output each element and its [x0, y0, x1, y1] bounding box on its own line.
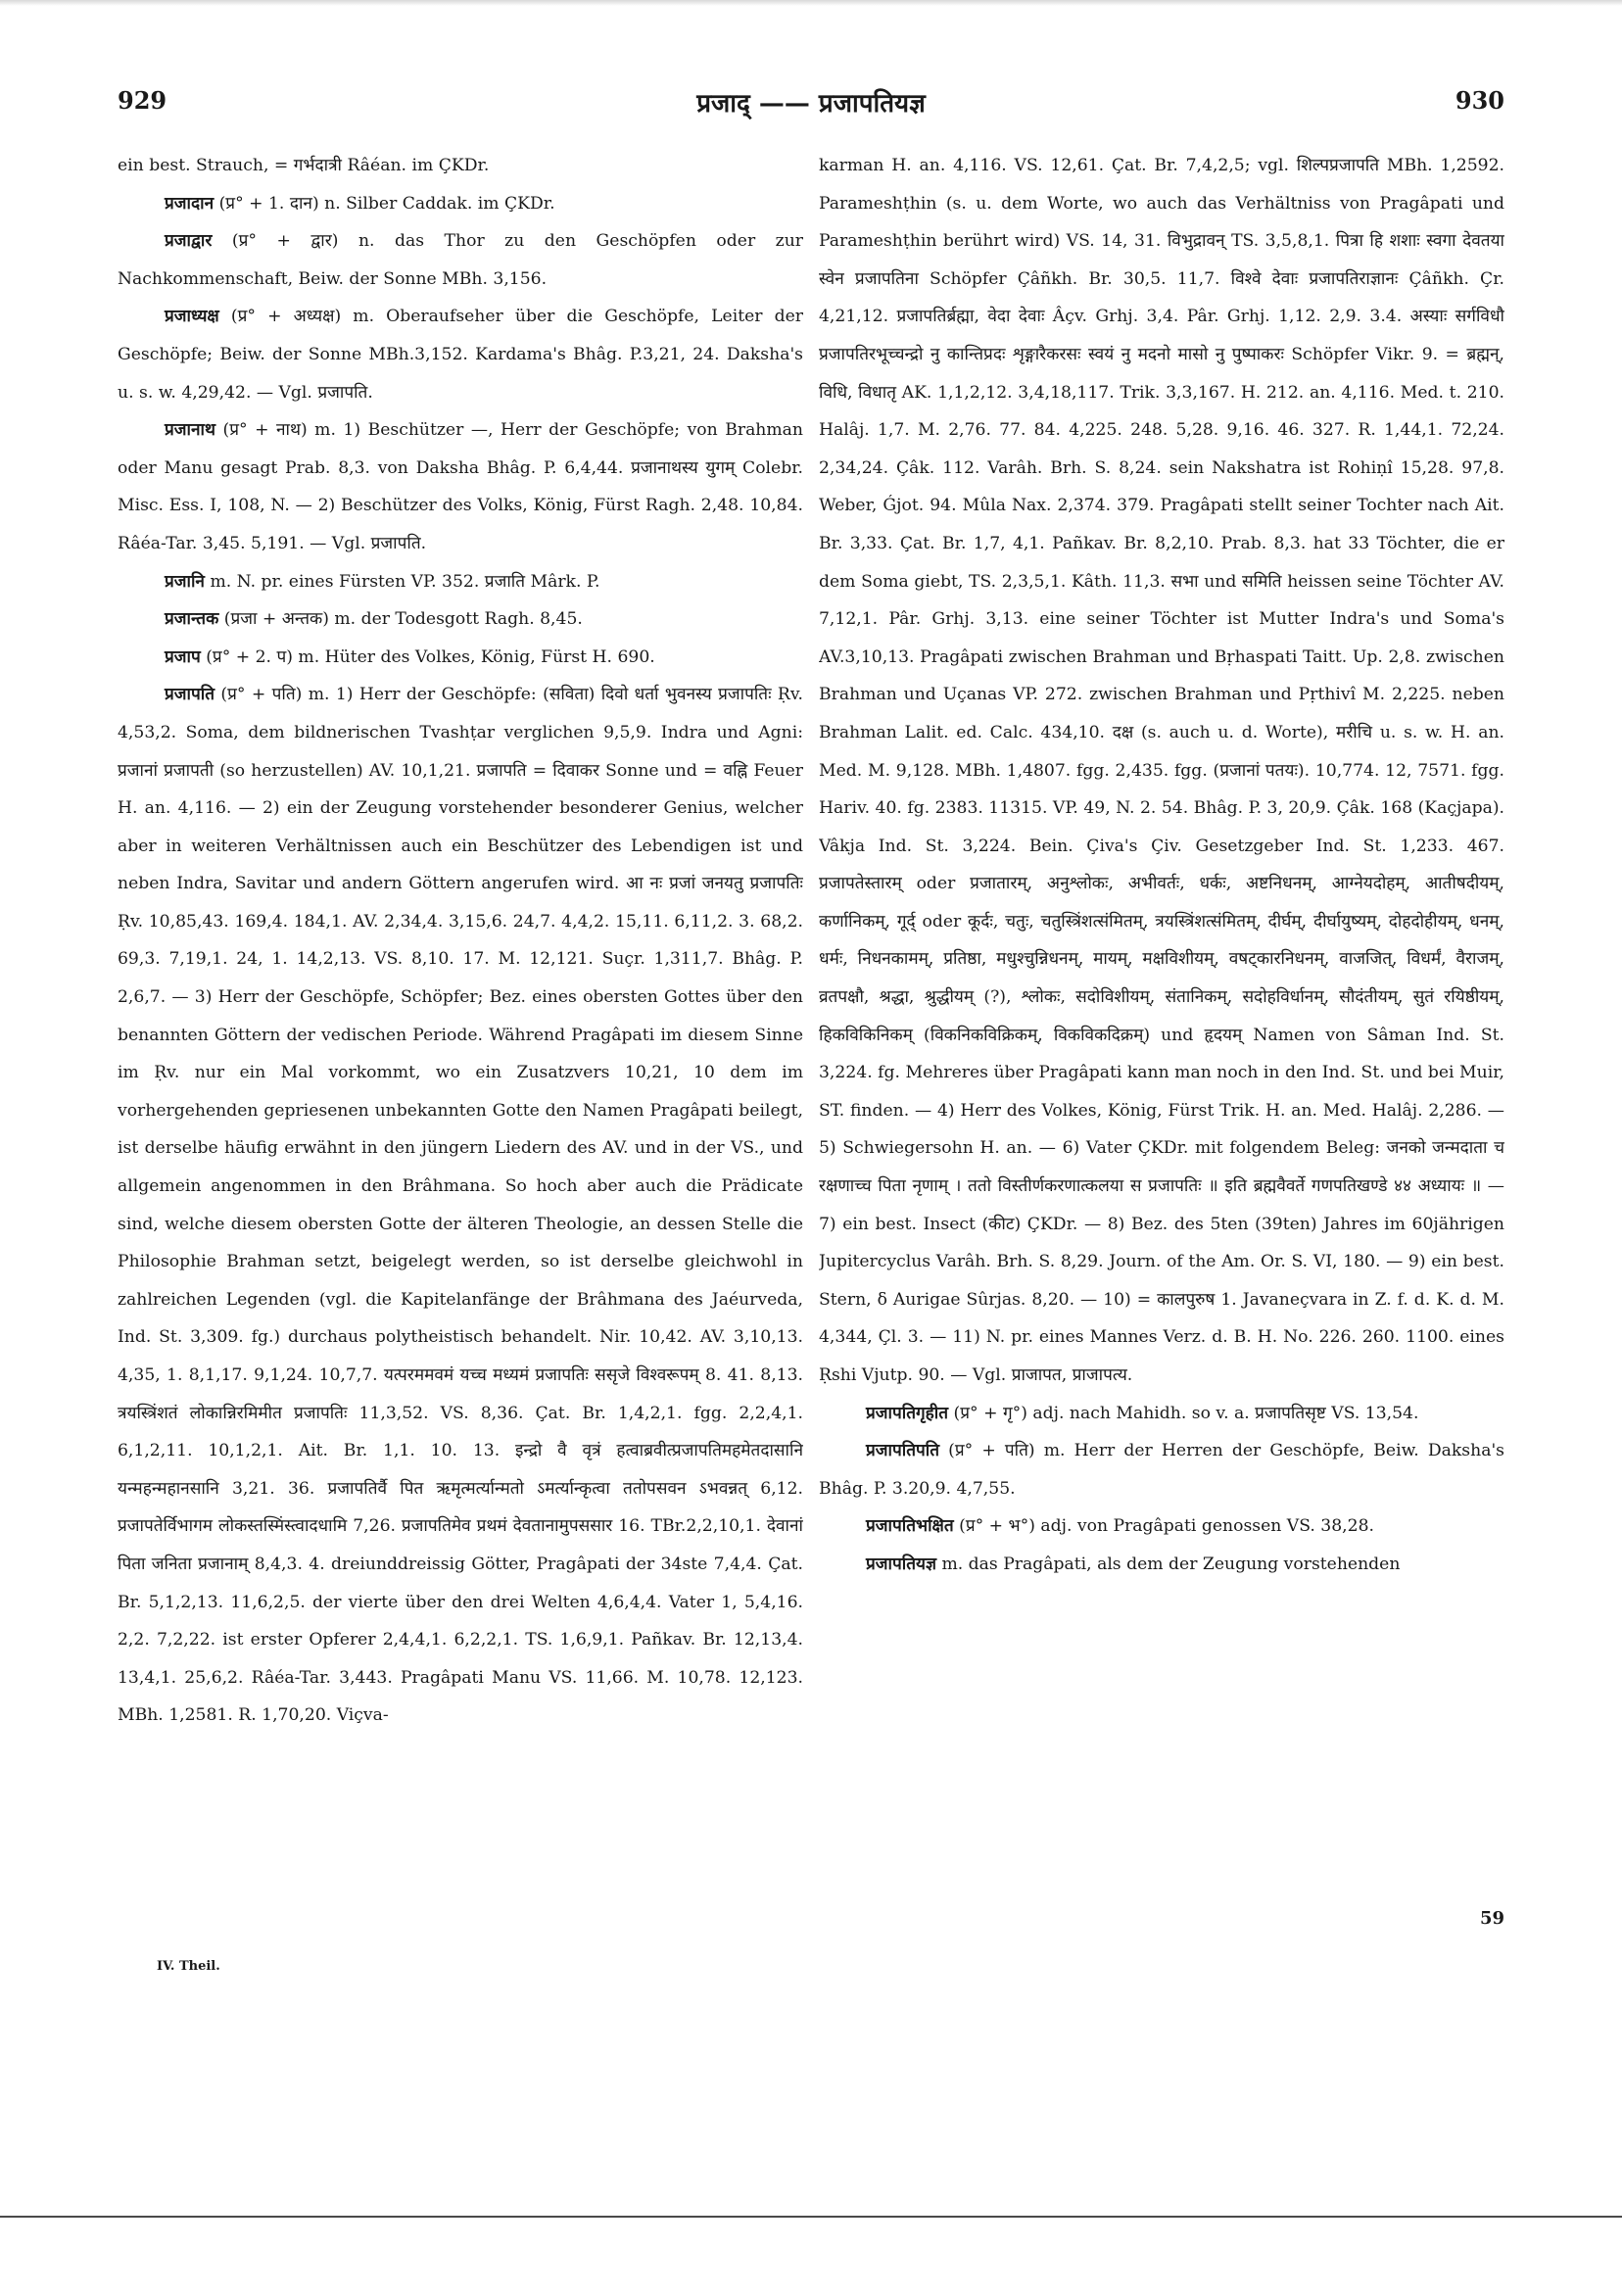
entry-continuation: [118, 147, 803, 185]
entry-headword: प्रजापतिगृहीत: [866, 1403, 949, 1423]
page-header: [118, 86, 1504, 125]
entry-text: (प्र° + अध्यक्ष) m. Oberaufseher über die Geschöpfe, Leiter der Geschöpfe; Beiw. der Sonne MBh.3,152. Kardama's Bhâg. P.3,21, 24. Daksha's u. s. w. 4,29,42. — Vgl. प्रजापति.: [118, 307, 803, 403]
entry-headword: प्रजादान: [165, 193, 215, 214]
entry-text: m. N. pr. eines Fürsten VP. 352. प्रजाति Mârk. P.: [210, 571, 600, 592]
signature-mark: IV. Theil.: [157, 1959, 220, 1974]
entry-headword: प्रजापतियज्ञ: [866, 1554, 936, 1574]
bottom-rule: [0, 2216, 1622, 2218]
page-number-left: 929: [118, 86, 167, 115]
entry: [819, 1507, 1504, 1546]
entry-text: ein best. Strauch, = गर्भदात्री Râéan. im ÇKDr.: [118, 156, 490, 175]
entry: [118, 298, 803, 411]
entry-text: (प्र° + गृ°) adj. nach Mahidh. so v. a. प्रजापतिसृष्ट VS. 13,54.: [953, 1403, 1419, 1423]
entry-text: (प्र° + 1. दान) n. Silber Caddak. im ÇKDr.: [218, 193, 555, 214]
entry-headword: प्रजाद्वार: [165, 231, 213, 252]
entry-text: (प्रजा + अन्तक) m. der Todesgott Ragh. 8,45.: [223, 609, 583, 630]
entry-headword: प्रजापतिभक्षित: [866, 1516, 954, 1537]
entry-headword: प्रजापति: [165, 685, 215, 705]
entry-headword: प्रजाप: [165, 646, 201, 667]
entry-continuation: [819, 147, 1504, 1395]
entry: [118, 676, 803, 1735]
entry-headword: प्रजानि: [165, 571, 205, 592]
entry: [118, 600, 803, 639]
entry-text: (प्र° + भ°) adj. von Pragâpati genossen VS. 38,28.: [959, 1516, 1374, 1537]
entry-headword: प्रजाध्यक्ष: [165, 307, 219, 327]
entry-text: karman H. an. 4,116. VS. 12,61. Çat. Br. 7,4,2,5; vgl. शिल्पप्रजापति MBh. 1,2592. Parameshṭhin (s. u. dem Worte, wo auch das Verhältniss von Pragâpati und Parameshṭhin berührt wird) VS. 14, 31. विभुद्रावन् TS. 3,5,8,1. पित्रा हि शशाः स्वगा देवतया स्वेन प्रजापतिना Schöpfer Çâñkh. Br. 30,5. 11,7. विश्वे देवाः प्रजापतिराज्ञानः Çâñkh. Çr. 4,21,12. प्रजापतिर्ब्रह्मा, वेदा देवाः Âçv. Grhj. 3,4. Pâr. Grhj. 1,12. 2,9. 3.4. अस्याः सर्गविधौ प्रजापतिरभूच्चन्द्रो नु कान्तिप्रदः शृङ्गारैकरसः स्वयं नु मदनो मासो नु पुष्पाकरः Schöpfer Vikr. 9. = ब्रह्मन्, विधि, विधातृ AK. 1,1,2,12. 3,4,18,117. Trik. 3,3,167. H. 212. an. 4,116. Med. t. 210. Halâj. 1,7. M. 2,76. 77. 84. 4,225. 248. 5,28. 9,16. 46. 327. R. 1,44,1. 72,24. 2,34,24. Çâk. 112. Varâh. Brh. S. 8,24. sein Nakshatra ist Rohiṇî 15,28. 97,8. Weber, Ǵjot. 94. Mûla Nax. 2,374. 379. Pragâpati stellt seiner Tochter nach Ait. Br. 3,33. Çat. Br. 1,7, 4,1. Pañkav. Br. 8,2,10. Prab. 8,3. hat 33 Töchter, die er dem Soma giebt, TS. 2,3,5,1. Kâth. 11,3. सभा und समिति heissen seine Töchter AV. 7,12,1. Pâr. Grhj. 3,13. eine seiner Töchter ist Mutter Indra's und Soma's AV.3,10,13. Pragâpati zwischen Brahman und Bṛhaspati Taitt. Up. 2,8. zwischen Brahman und Uçanas VP. 272. zwischen Brahman und Pṛthivî M. 2,225. neben Brahman Lalit. ed. Calc. 434,10. दक्ष (s. auch u. d. Worte), मरीचि u. s. w. H. an. Med. M. 9,128. MBh. 1,4807. fgg. 2,435. fgg. (प्रजानां पतयः). 10,774. 12, 7571. fgg. Hariv. 40. fg. 2383. 11315. VP. 49, N. 2. 54. Bhâg. P. 3, 20,9. Çâk. 168 (Kaçjapa). Vâkja Ind. St. 3,224. Bein. Çiva's Çiv. Gesetzgeber Ind. St. 1,233. 467. प्रजापतेस्तारम् oder प्रजातारम्, अनुश्लोकः, अभीवर्तः, धर्कः, अष्टनिधनम्, आग्नेयदोहम्, आतीषदीयम्, कर्णानिकम्, गूर्द् oder कूर्दः, चतुः, चतुस्त्रिंशत्संमितम्, त्रयस्त्रिंशत्संमितम्, दीर्घम्, दीर्घायुष्यम्, दोहदोहीयम्, धनम्, धर्मः, निधनकामम्, प्रतिष्ठा, मधुश्चुन्निधनम्, मायम्, मक्षविशीयम्, वषट्कारनिधनम्, वाजजित्, विधर्मं, वैराजम्, व्रतपक्षौ, श्रद्धा, श्रुद्धीयम् (?), श्लोकः, सदोविशीयम्, संतानिकम्, सदोहविर्धानम्, सौदंतीयम्, सुतं रयिष्ठीयम्, हिकविकिनिकम् (विकनिकविक्रिकम्, विकविकदिक्रम्) und हृदयम् Namen von Sâman Ind. St. 3,224. fg. Mehreres über Pragâpati kann man noch in den Ind. St. und bei Muir, ST. finden. — 4) Herr des Volkes, König, Fürst Trik. H. an. Med. Halâj. 2,286. — 5) Schwiegersohn H. an. — 6) Vater ÇKDr. mit folgendem Beleg: जनको जन्मदाता च रक्षणाच्च पिता नृणाम् । ततो विस्तीर्णकरणात्कलया स प्रजापतिः ॥ इति ब्रह्मवैवर्ते गणपतिखण्डे ४४ अध्यायः ॥ — 7) ein best. Insect (कीट) ÇKDr. — 8) Bez. des 5ten (39ten) Jahres im 60jährigen Jupitercyclus Varâh. Brh. S. 8,29. Journ. of the Am. Or. S. VI, 180. — 9) ein best. Stern, δ Aurigae Sûrjas. 8,20. — 10) = कालपुरुष 1. Javaneçvara in Z. f. d. K. d. M. 4,344, Çl. 3. — 11) N. pr. eines Mannes Verz. d. B. H. No. 226. 260. 1100. eines Ṛshi Vjutp. 90. — Vgl. प्राजापत, प्राजापत्य.: [819, 156, 1504, 1385]
entry: [819, 1432, 1504, 1507]
entry: [819, 1546, 1504, 1584]
entry: [118, 639, 803, 677]
entry: [118, 411, 803, 562]
entry: [819, 1395, 1504, 1433]
entry-text: (प्र° + 2. प) m. Hüter des Volkes, König, Fürst H. 690.: [206, 646, 655, 667]
entry-text: (प्र° + द्वार) n. das Thor zu den Geschöpfen oder zur Nachkommenschaft, Beiw. der Sonne MBh. 3,156.: [118, 231, 803, 289]
entry-text: m. das Pragâpati, als dem der Zeugung vorstehenden: [941, 1554, 1401, 1574]
left-column: [118, 147, 803, 2008]
entry-text: (प्र° + पति) m. Herr der Herren der Geschöpfe, Beiw. Daksha's Bhâg. P. 3.20,9. 4,7,55.: [819, 1441, 1504, 1499]
entry-headword: प्रजानाथ: [165, 420, 215, 441]
entry-text: (प्र° + नाथ) m. 1) Beschützer —, Herr der Geschöpfe; von Brahman oder Manu gesagt Prab. 8,3. von Daksha Bhâg. P. 6,4,44. प्रजानाथस्य युगम् Colebr. Misc. Ess. I, 108, N. — 2) Beschützer des Volks, König, Fürst Ragh. 2,48. 10,84. Râéa-Tar. 3,45. 5,191. — Vgl. प्रजापति.: [118, 420, 803, 553]
entry-text: (प्र° + पति) m. 1) Herr der Geschöpfe: (सविता) दिवो धर्ता भुवनस्य प्रजापतिः Ṛv. 4,53,2. Soma, dem bildnerischen Tvashṭar verglichen 9,5,9. Indra und Agni: प्रजानां प्रजापती (so herzustellen) AV. 10,1,21. प्रजापति = दिवाकर Sonne und = वह्नि Feuer H. an. 4,116. — 2) ein der Zeugung vorstehender besonderer Genius, welcher aber in weiteren Verhältnissen auch ein Beschützer des Lebendigen ist und neben Indra, Savitar und andern Göttern angerufen wird. आ नः प्रजां जनयतु प्रजापतिः Ṛv. 10,85,43. 169,4. 184,1. AV. 2,34,4. 3,15,6. 24,7. 4,4,2. 15,11. 6,11,2. 3. 68,2. 69,3. 7,19,1. 24, 1. 14,2,13. VS. 8,10. 17. M. 12,121. Suçr. 1,311,7. Bhâg. P. 2,6,7. — 3) Herr der Geschöpfe, Schöpfer; Bez. eines obersten Gottes über den benannten Göttern der vedischen Periode. Während Pragâpati im diesem Sinne im Ṛv. nur ein Mal vorkommt, wo ein Zusatzvers 10,21, 10 dem im vorhergehenden gepriesenen unbekannten Gotte den Namen Pragâpati beilegt, ist derselbe häufig erwähnt in den jüngern Liedern des AV. und in der VS., und allgemein angenommen in den Brâhmana. So hoch aber auch die Prädicate sind, welche diesem obersten Gotte der älteren Theologie, an dessen Stelle die Philosophie Brahman setzt, beigelegt werden, so ist derselbe gleichwohl in zahlreichen Legenden (vgl. die Kapitelanfänge der Brâhmana des Jaéurveda, Ind. St. 3,309. fg.) durchaus polytheistisch behandelt. Nir. 10,42. AV. 3,10,13. 4,35, 1. 8,1,17. 9,1,24. 10,7,7. यत्परममवमं यच्च मध्यमं प्रजापतिः ससृजे विश्वरूपम् 8. 41. 8,13. त्रयस्त्रिंशतं लोकान्निरमिमीत प्रजापतिः 11,3,52. VS. 8,36. Çat. Br. 1,4,2,1. fgg. 2,2,4,1. 6,1,2,11. 10,1,2,1. Ait. Br. 1,1. 10. 13. इन्द्रो वै वृत्रं हत्वाब्रवीत्प्रजापतिमहमेतदासानि यन्महन्महानसानि 3,21. 36. प्रजापतिर्वै पित ऋमृत्मर्त्यान्मतो ऽमर्त्यान्कृत्वा ततोपसवन ऽभवन्नत् 6,12. प्रजापतेर्विभागम लोकस्तस्मिंस्त्वादधामि 7,26. प्रजापतिमेव प्रथमं देवतानामुपससार 16. TBr.2,2,10,1. देवानां पिता जनिता प्रजानाम् 8,4,3. 4. dreiunddreissig Götter, Pragâpati der 34ste 7,4,4. Çat. Br. 5,1,2,13. 11,6,2,5. der vierte über den drei Welten 4,6,4,4. Vater 1, 5,4,16. 2,2. 7,2,22. ist erster Opferer 2,4,4,1. 6,2,2,1. TS. 1,6,9,1. Pañkav. Br. 12,13,4. 13,4,1. 25,6,2. Râéa-Tar. 3,443. Pragâpati Manu VS. 11,66. M. 10,78. 12,123. MBh. 1,2581. R. 1,70,20. Viçva-: [118, 685, 803, 1726]
page-number-right: 930: [1455, 86, 1504, 115]
sheet-number: 59: [1479, 1908, 1504, 1929]
right-column: [819, 147, 1504, 2008]
entry-headword: प्रजान्तक: [165, 609, 219, 630]
entry: [118, 185, 803, 223]
running-head: प्रजाद् —— प्रजापतियज्ञ: [696, 89, 926, 119]
entry-headword: प्रजापतिपति: [866, 1441, 940, 1461]
scan-top-edge: [0, 0, 1622, 6]
entry: [118, 563, 803, 601]
entry: [118, 222, 803, 298]
